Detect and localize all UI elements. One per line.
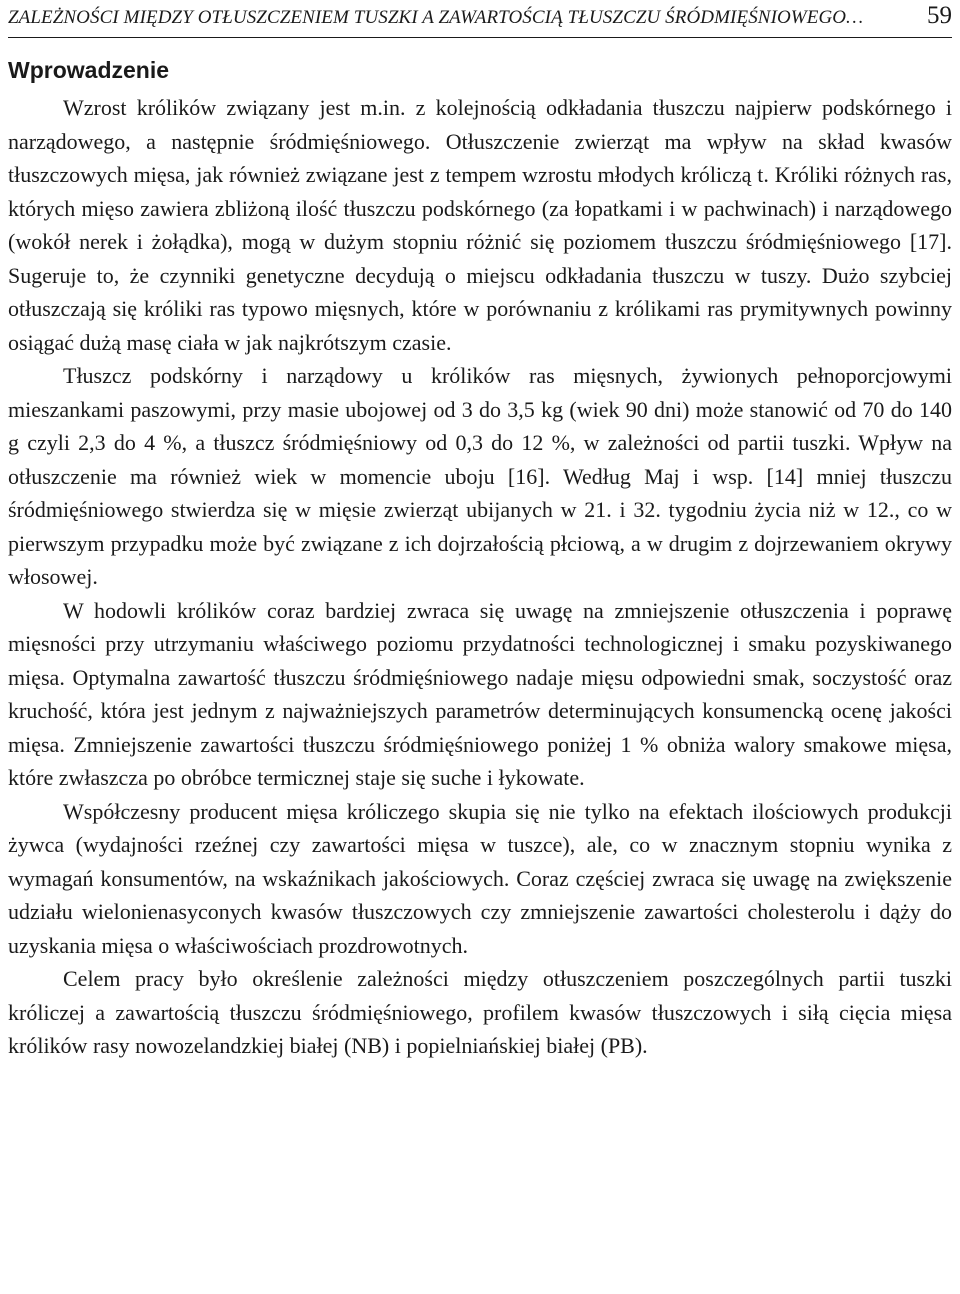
paragraph: Celem pracy było określenie zależności między otłuszczeniem poszczególnych partii tuszki króliczej a zawartością tłuszczu śródmięśniowego, profilem kwasów tłuszczowych i siłą cięcia mięsa królików rasy nowozelandzkiej białej (NB) i popielniańskiej białej (PB).	[8, 966, 952, 1058]
paragraph: Współczesny producent mięsa króliczego skupia się nie tylko na efektach ilościowych produkcji żywca (wydajności rzeźnej czy zawartości mięsa w tuszce), ale, co w znacznym stopniu wynika z wymagań konsumentów, na wskaźnikach jakościowych. Coraz częściej zwraca się uwagę na zwiększenie udziału wielonienasyconych kwasów tłuszczowych czy zmniejszenie zawartości cholesterolu i dąży do uzyskania mięsa o właściwościach prozdrowotnych.	[8, 798, 952, 958]
paragraph: Wzrost królików związany jest m.in. z kolejnością odkładania tłuszczu najpierw podskórnego i narządowego, a następnie śródmięśniowego. Otłuszczenie zwierząt ma wpływ na skład kwasów tłuszczowych mięsa, jak również związane jest z tempem wzrostu młodych króliczą t. Króliki różnych ras, których mięso zawiera zbliżoną ilość tłuszczu podskórnego (za łopatkami i w pachwinach) i narządowego (wokół nerek i żołądka), mogą w dużym stopniu różnić się poziomem tłuszczu śródmięśniowego [17]. Sugeruje to, że czynniki genetyczne decydują o miejscu odkładania tłuszczu w tuszy. Dużo szybciej otłuszczają się króliki ras typowo mięsnych, które w porównaniu z królikami ras prymitywnych powinny osiągać dużą masę ciała w jak najkrótszym czasie.	[8, 95, 952, 355]
page	[8, 0, 952, 1063]
section-heading: Wprowadzenie	[8, 57, 170, 83]
running-title: ZALEŻNOŚCI MIĘDZY OTŁUSZCZENIEM TUSZKI A ZAWARTOŚCIĄ TŁUSZCZU ŚRÓDMIĘŚNIOWEGO…	[8, 7, 864, 28]
page-number: 59	[927, 2, 952, 29]
body-text	[8, 91, 952, 1063]
paragraph: Tłuszcz podskórny i narządowy u królików ras mięsnych, żywionych pełnoporcjowymi mieszankami paszowymi, przy masie ubojowej od 3 do 3,5 kg (wiek 90 dni) może stanowić od 70 do 140 g czyli 2,3 do 4 %, a tłuszcz śródmięśniowy od 0,3 do 12 %, w zależności od partii tuszki. Wpływ na otłuszczenie ma również wiek w momencie uboju [16]. Według Maj i wsp. [14] mniej tłuszczu śródmięśniowego stwierdza się w mięsie zwierząt ubijanych w 21. i 32. tygodniu życia niż w 12., co w pierwszym przypadku może być związane z ich dojrzałością płciową, a w drugim z dojrzewaniem okrywy włosowej.	[8, 363, 952, 589]
running-header	[8, 0, 952, 38]
paragraph: W hodowli królików coraz bardziej zwraca się uwagę na zmniejszenie otłuszczenia i poprawę mięsności przy utrzymaniu właściwego poziomu przydatności technologicznej i smaku pozyskiwanego mięsa. Optymalna zawartość tłuszczu śródmięśniowego nadaje mięsu odpowiedni smak, soczystość oraz kruchość, która jest jednym z najważniejszych parametrów determinujących konsumencką ocenę jakości mięsa. Zmniejszenie zawartości tłuszczu śródmięśniowego poniżej 1 % obniża walory smakowe mięsa, które zwłaszcza po obróbce termicznej staje się suche i łykowate.	[8, 597, 952, 790]
